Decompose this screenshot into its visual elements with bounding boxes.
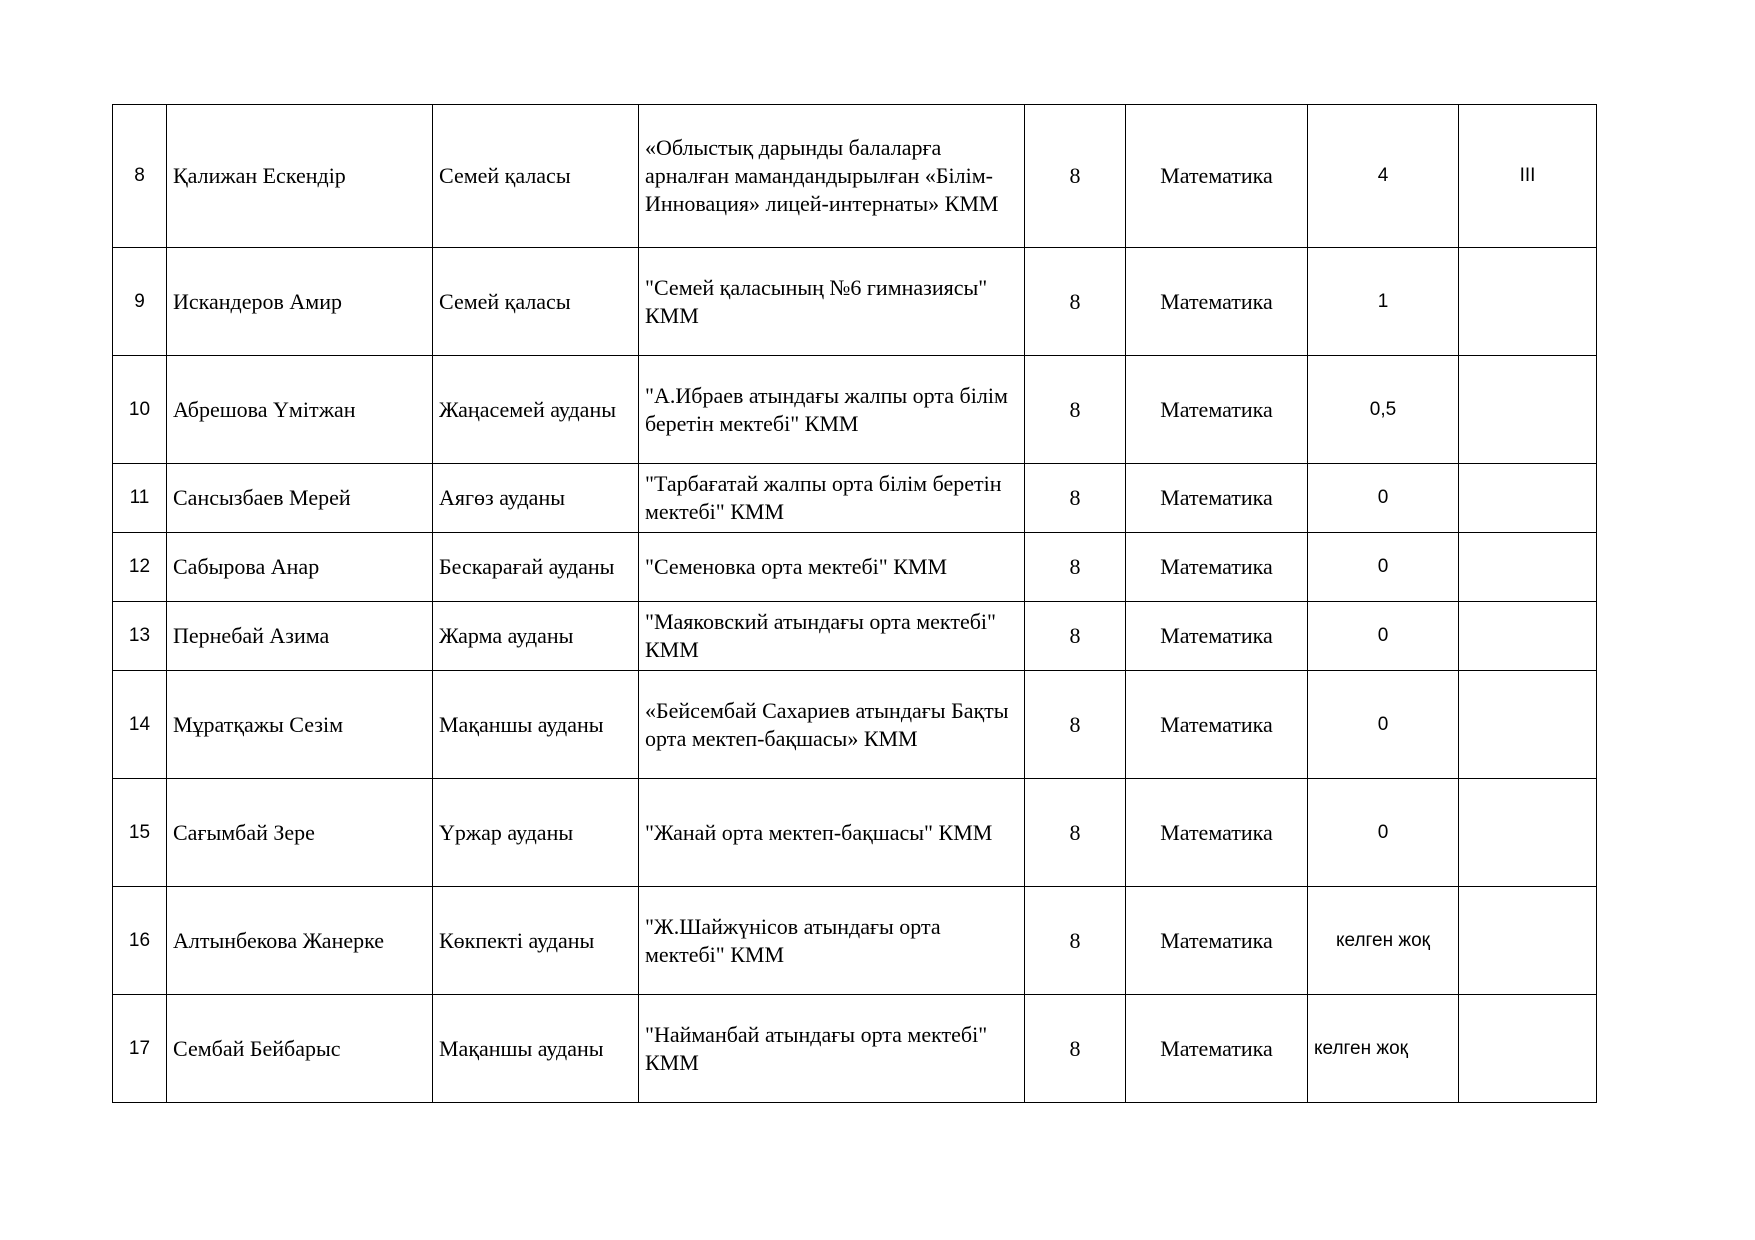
region-cell: Семей қаласы xyxy=(433,248,639,356)
score-cell: 4 xyxy=(1308,105,1459,248)
place-cell xyxy=(1459,464,1597,533)
region-cell: Жарма ауданы xyxy=(433,602,639,671)
school-cell: "Тарбағатай жалпы орта білім беретін мектебі" КММ xyxy=(639,464,1025,533)
score-cell: 0 xyxy=(1308,779,1459,887)
table-row xyxy=(113,887,1597,995)
subject-cell: Математика xyxy=(1126,671,1308,779)
grade-cell: 8 xyxy=(1025,464,1126,533)
subject-cell: Математика xyxy=(1126,533,1308,602)
place-cell xyxy=(1459,356,1597,464)
table-row xyxy=(113,464,1597,533)
score-cell: 0 xyxy=(1308,464,1459,533)
score-cell: 0 xyxy=(1308,671,1459,779)
school-cell: «Бейсембай Сахариев атындағы Бақты орта мектеп-бақшасы» КММ xyxy=(639,671,1025,779)
student-name-cell: Сембай Бейбарыс xyxy=(167,995,433,1103)
student-name-cell: Пернебай Азима xyxy=(167,602,433,671)
grade-cell: 8 xyxy=(1025,887,1126,995)
row-number-cell: 10 xyxy=(113,356,167,464)
subject-cell: Математика xyxy=(1126,356,1308,464)
student-name-cell: Сабырова Анар xyxy=(167,533,433,602)
subject-cell: Математика xyxy=(1126,464,1308,533)
place-cell xyxy=(1459,248,1597,356)
place-cell xyxy=(1459,995,1597,1103)
subject-cell: Математика xyxy=(1126,779,1308,887)
region-cell: Көкпекті ауданы xyxy=(433,887,639,995)
region-cell: Мақаншы ауданы xyxy=(433,995,639,1103)
school-cell: "Ж.Шайжүнісов атындағы орта мектебі" КММ xyxy=(639,887,1025,995)
row-number-cell: 13 xyxy=(113,602,167,671)
score-cell: келген жоқ xyxy=(1308,995,1459,1103)
grade-cell: 8 xyxy=(1025,356,1126,464)
grade-cell: 8 xyxy=(1025,105,1126,248)
subject-cell: Математика xyxy=(1126,995,1308,1103)
score-cell: 0 xyxy=(1308,602,1459,671)
school-cell: "Найманбай атындағы орта мектебі" КММ xyxy=(639,995,1025,1103)
student-name-cell: Қалижан Ескендір xyxy=(167,105,433,248)
place-cell xyxy=(1459,602,1597,671)
score-cell: 0,5 xyxy=(1308,356,1459,464)
region-cell: Семей қаласы xyxy=(433,105,639,248)
row-number-cell: 15 xyxy=(113,779,167,887)
table-row xyxy=(113,105,1597,248)
row-number-cell: 16 xyxy=(113,887,167,995)
region-cell: Мақаншы ауданы xyxy=(433,671,639,779)
student-name-cell: Сағымбай Зере xyxy=(167,779,433,887)
place-cell: III xyxy=(1459,105,1597,248)
region-cell: Бескарағай ауданы xyxy=(433,533,639,602)
grade-cell: 8 xyxy=(1025,602,1126,671)
school-cell: «Облыстық дарынды балаларға арналған мамандандырылған «Білім-Инновация» лицей-интернаты» КММ xyxy=(639,105,1025,248)
region-cell: Үржар ауданы xyxy=(433,779,639,887)
score-cell: 0 xyxy=(1308,533,1459,602)
school-cell: "А.Ибраев атындағы жалпы орта білім беретін мектебі" КММ xyxy=(639,356,1025,464)
student-name-cell: Абрешова Үмітжан xyxy=(167,356,433,464)
place-cell xyxy=(1459,887,1597,995)
region-cell: Аягөз ауданы xyxy=(433,464,639,533)
region-cell: Жаңасемей ауданы xyxy=(433,356,639,464)
row-number-cell: 8 xyxy=(113,105,167,248)
results-table xyxy=(112,104,1597,1103)
table-row xyxy=(113,248,1597,356)
row-number-cell: 17 xyxy=(113,995,167,1103)
place-cell xyxy=(1459,779,1597,887)
grade-cell: 8 xyxy=(1025,248,1126,356)
grade-cell: 8 xyxy=(1025,779,1126,887)
row-number-cell: 11 xyxy=(113,464,167,533)
grade-cell: 8 xyxy=(1025,995,1126,1103)
table-row xyxy=(113,533,1597,602)
school-cell: "Жанай орта мектеп-бақшасы" КММ xyxy=(639,779,1025,887)
table-row xyxy=(113,356,1597,464)
student-name-cell: Искандеров Амир xyxy=(167,248,433,356)
place-cell xyxy=(1459,671,1597,779)
results-table-body xyxy=(113,105,1597,1103)
table-row xyxy=(113,779,1597,887)
school-cell: "Семей қаласының №6 гимназиясы" КММ xyxy=(639,248,1025,356)
table-row xyxy=(113,602,1597,671)
subject-cell: Математика xyxy=(1126,248,1308,356)
subject-cell: Математика xyxy=(1126,602,1308,671)
subject-cell: Математика xyxy=(1126,105,1308,248)
school-cell: "Маяковский атындағы орта мектебі" КММ xyxy=(639,602,1025,671)
subject-cell: Математика xyxy=(1126,887,1308,995)
row-number-cell: 9 xyxy=(113,248,167,356)
row-number-cell: 14 xyxy=(113,671,167,779)
score-cell: келген жоқ xyxy=(1308,887,1459,995)
row-number-cell: 12 xyxy=(113,533,167,602)
grade-cell: 8 xyxy=(1025,671,1126,779)
table-row xyxy=(113,671,1597,779)
score-cell: 1 xyxy=(1308,248,1459,356)
student-name-cell: Алтынбекова Жанерке xyxy=(167,887,433,995)
student-name-cell: Сансызбаев Мерей xyxy=(167,464,433,533)
grade-cell: 8 xyxy=(1025,533,1126,602)
school-cell: "Семеновка орта мектебі" КММ xyxy=(639,533,1025,602)
table-row xyxy=(113,995,1597,1103)
place-cell xyxy=(1459,533,1597,602)
student-name-cell: Мұратқажы Сезім xyxy=(167,671,433,779)
